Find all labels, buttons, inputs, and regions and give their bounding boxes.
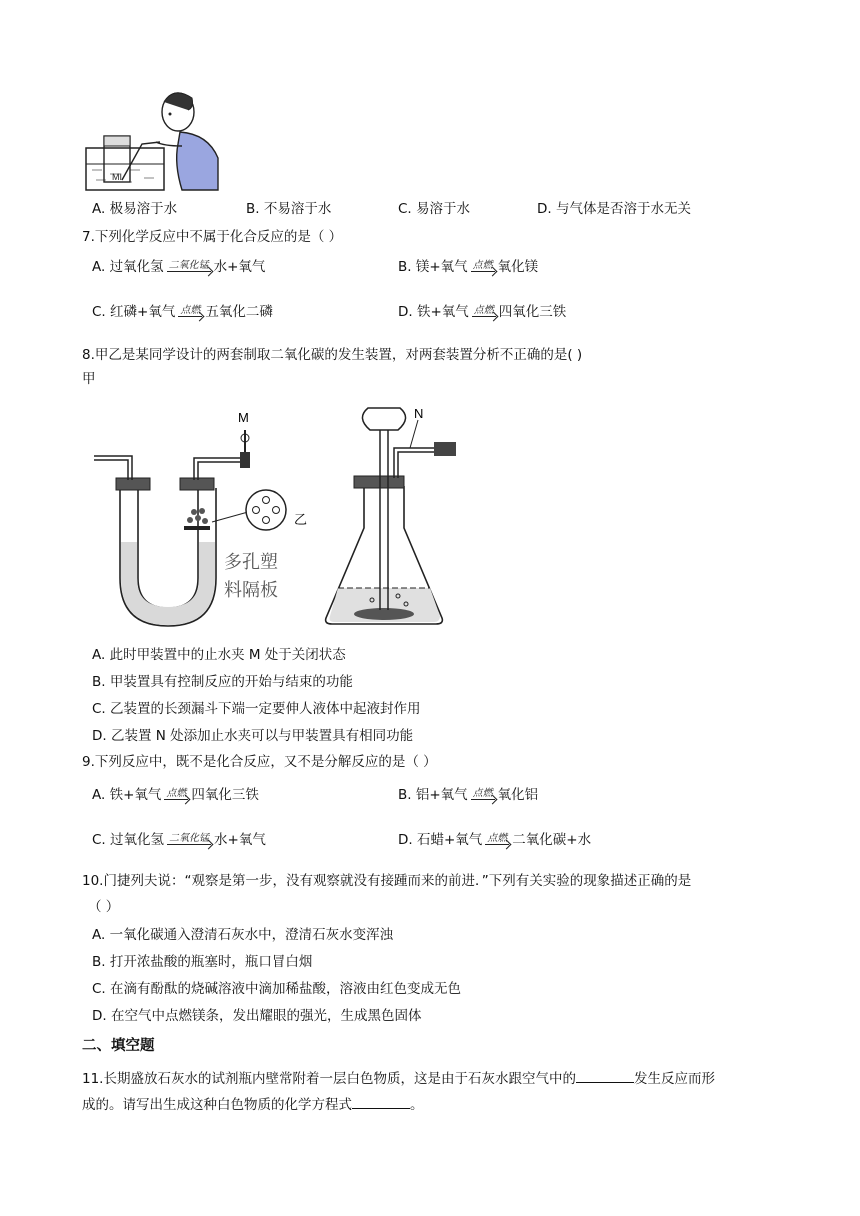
- arrow-icon: [485, 844, 509, 845]
- q6-option-d: D. 与气体是否溶于水无关: [537, 201, 691, 217]
- reaction-arrow: [471, 789, 495, 800]
- reaction-arrow: [164, 789, 188, 800]
- q8-label-m: M: [238, 410, 249, 425]
- reaction-reactants: D. 石蜡+氧气: [398, 832, 483, 848]
- reaction-condition: 点燃: [472, 260, 493, 271]
- arrow-icon: [178, 316, 202, 317]
- q7-option-d: [398, 303, 566, 321]
- q8-label-n: N: [414, 406, 424, 421]
- q7-option-b: [398, 258, 538, 276]
- reaction-products: 四氧化三铁: [498, 304, 567, 320]
- reaction-reactants: C. 红磷+氧气: [92, 304, 176, 320]
- reaction-arrow: [485, 834, 509, 845]
- reaction-arrow: [471, 261, 495, 272]
- arrow-icon: [167, 844, 211, 845]
- q11-line1: [82, 1068, 715, 1088]
- arrow-icon: [164, 799, 188, 800]
- reaction-products: 氧化镁: [497, 259, 539, 275]
- q10-stem-line2: （ ）: [88, 899, 120, 915]
- reaction-condition: 二氧化锰: [169, 833, 210, 844]
- q10-option-d: D. 在空气中点燃镁条，发出耀眼的强光，生成黑色固体: [92, 1008, 422, 1024]
- reaction-products: 水+氧气: [214, 832, 266, 848]
- q8-caption-line2: 料隔板: [224, 580, 278, 600]
- q10-option-c: C. 在滴有酚酞的烧碱溶液中滴加稀盐酸，溶液由红色变成无色: [92, 981, 462, 997]
- arrow-icon: [471, 271, 495, 272]
- arrow-icon: [167, 271, 211, 272]
- reaction-condition: 点燃: [180, 305, 201, 316]
- reaction-reactants: D. 铁+氧气: [398, 304, 469, 320]
- reaction-arrow: [178, 306, 202, 317]
- q8-caption-line1: 多孔塑: [224, 552, 278, 572]
- q8-option-d: D. 乙装置 N 处添加止水夹可以与甲装置具有相同功能: [92, 728, 414, 744]
- reaction-arrow: [167, 261, 211, 272]
- reaction-arrow: [472, 306, 496, 317]
- q7-option-c: [92, 303, 273, 321]
- q9-option-c: [92, 831, 266, 849]
- q8-label-jia: 甲: [82, 371, 96, 387]
- q10-option-a: A. 一氧化碳通入澄清石灰水中，澄清石灰水变浑浊: [92, 927, 394, 943]
- section-heading-fill-in: 二、填空题: [82, 1038, 155, 1054]
- reaction-products: 二氧化碳+水: [512, 832, 592, 848]
- q11-blank-2[interactable]: [352, 1094, 410, 1109]
- q8-label-yi: 乙: [294, 512, 308, 527]
- q11-text-part3: 成的。请写出生成这种白色物质的化学方程式: [82, 1097, 352, 1113]
- q11-text-part1: 11.长期盛放石灰水的试剂瓶内壁常附着一层白色物质，这是由于石灰水跟空气中的: [82, 1071, 576, 1087]
- q11-blank-1[interactable]: [576, 1068, 634, 1083]
- reaction-condition: 点燃: [473, 305, 494, 316]
- reaction-condition: 二氧化锰: [168, 260, 209, 271]
- q6-option-b: B. 不易溶于水: [246, 201, 332, 217]
- q7-stem: 7.下列化学反应中不属于化合反应的是（ ）: [82, 229, 343, 245]
- reaction-products: 氧化铝: [497, 787, 539, 803]
- reaction-reactants: A. 铁+氧气: [92, 787, 162, 803]
- reaction-reactants: A. 过氧化氢: [92, 259, 164, 275]
- q11-line2: [82, 1094, 424, 1114]
- q9-option-b: [398, 786, 538, 804]
- reaction-products: 水+氧气: [213, 259, 266, 275]
- q8-option-b: B. 甲装置具有控制反应的开始与结束的功能: [92, 674, 353, 690]
- arrow-icon: [472, 316, 496, 317]
- q6-figure-person-blowing: [82, 84, 232, 192]
- reaction-condition: 点燃: [472, 788, 493, 799]
- q8-apparatus-figure: [88, 400, 468, 632]
- q9-option-a: [92, 786, 259, 804]
- q8-option-a: A. 此时甲装置中的止水夹 M 处于关闭状态: [92, 647, 346, 663]
- q9-option-d: [398, 831, 591, 849]
- arrow-icon: [471, 799, 495, 800]
- q10-option-b: B. 打开浓盐酸的瓶塞时，瓶口冒白烟: [92, 954, 313, 970]
- reaction-arrow: [167, 834, 211, 845]
- q8-stem: 8.甲乙是某同学设计的两套制取二氧化碳的发生装置，对两套装置分析不正确的是( ): [82, 347, 583, 363]
- q6-figure-label: MI: [112, 172, 122, 182]
- reaction-condition: 点燃: [166, 788, 187, 799]
- reaction-reactants: B. 铝+氧气: [398, 787, 468, 803]
- reaction-condition: 点燃: [487, 833, 508, 844]
- q8-option-c: C. 乙装置的长颈漏斗下端一定要伸人液体中起液封作用: [92, 701, 421, 717]
- q11-text-part4: 。: [410, 1097, 424, 1113]
- q7-option-a: [92, 258, 265, 276]
- reaction-products: 五氧化二磷: [205, 304, 273, 320]
- q9-stem: 9.下列反应中，既不是化合反应，又不是分解反应的是（ ）: [82, 754, 437, 770]
- q6-option-c: C. 易溶于水: [398, 201, 471, 217]
- reaction-reactants: C. 过氧化氢: [92, 832, 165, 848]
- q6-option-a: A. 极易溶于水: [92, 201, 178, 217]
- q11-text-part2: 发生反应而形: [633, 1071, 715, 1087]
- q10-stem-line1: 10.门捷列夫说：“观察是第一步，没有观察就没有接踵而来的前进．”下列有关实验的现象描述正确的是: [82, 873, 692, 889]
- reaction-reactants: B. 镁+氧气: [398, 259, 468, 275]
- reaction-products: 四氧化三铁: [191, 787, 259, 803]
